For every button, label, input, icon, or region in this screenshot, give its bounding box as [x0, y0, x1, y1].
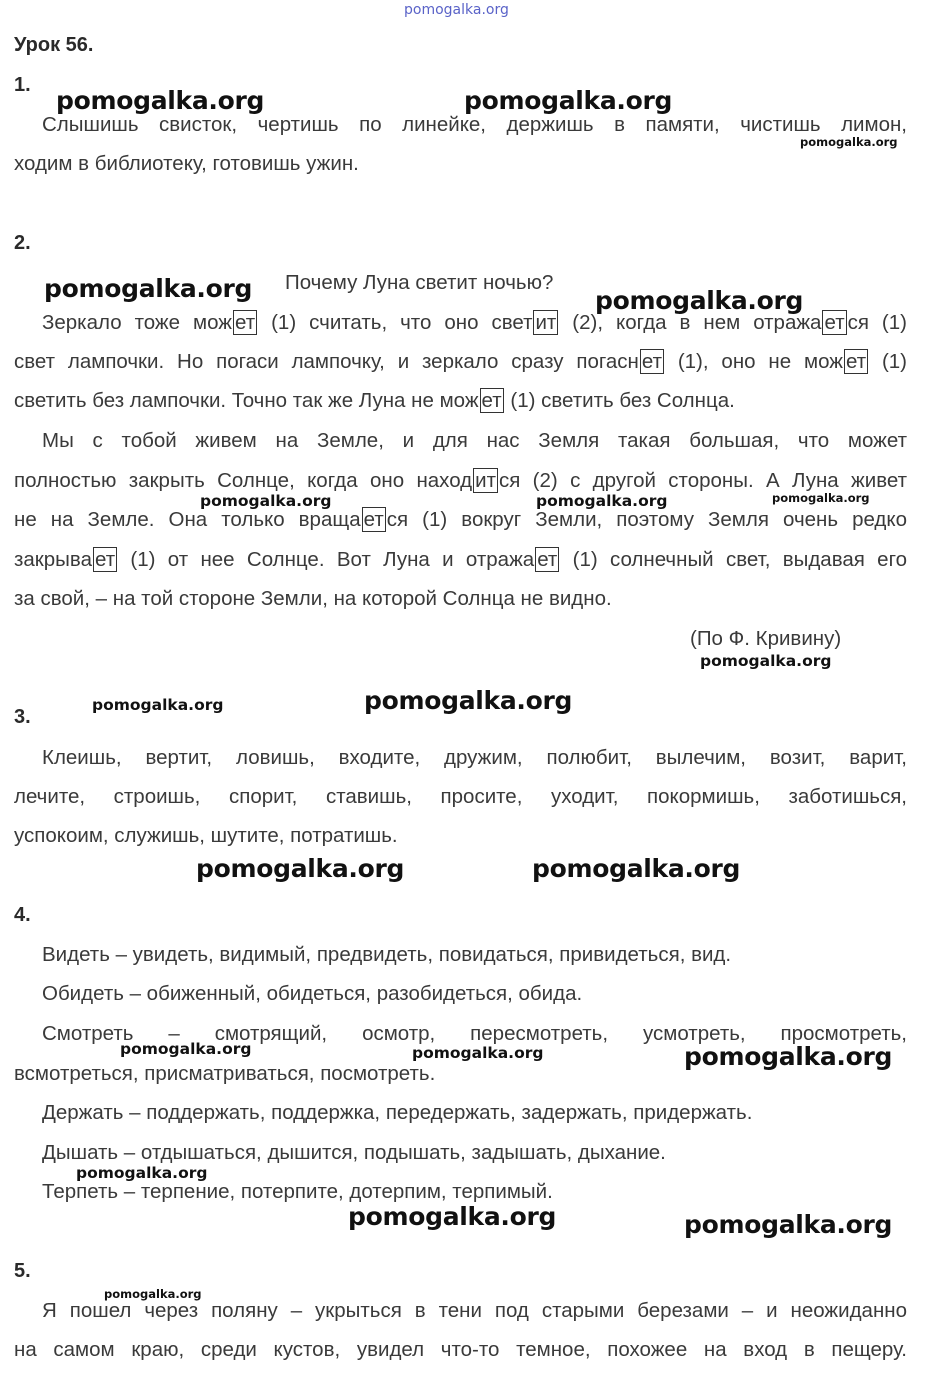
watermark: pomogalka.org [200, 492, 332, 510]
watermark: pomogalka.org [772, 491, 870, 505]
boxed-ending: ит [475, 469, 496, 492]
boxed-ending: ит [535, 311, 557, 334]
watermark: pomogalka.org [684, 1210, 893, 1239]
text-title: Почему Луна светит ночью? [285, 271, 554, 294]
exercise-4-number: 4. [14, 904, 31, 926]
boxed-ending: ет [481, 389, 502, 412]
exercise-4-line-7: Терпеть – терпение, потерпите, дотерпим, терпимый. [42, 1180, 553, 1203]
text-fragment: не на Земле. Она только враща [14, 508, 361, 531]
text-fragment: (1), оно не мож [664, 350, 843, 373]
text-fragment: (1) солнечный свет, выдавая его [560, 548, 908, 571]
exercise-2-line-3 [14, 388, 907, 414]
watermark: pomogalka.org [92, 696, 224, 714]
text-fragment: свет лампочки. Но погаси лампочку, и зеркало сразу погасн [14, 350, 639, 373]
boxed-ending: ет [94, 548, 116, 571]
watermark: pomogalka.org [120, 1040, 252, 1058]
watermark-top: pomogalka.org [404, 2, 509, 18]
exercise-3-line-2: лечите, строишь, спорит, ставишь, просите, уходит, покормишь, заботишься, [14, 785, 907, 808]
text-fragment: (1) считать, что оно свет [258, 311, 533, 334]
text-fragment: (1) [869, 350, 908, 373]
watermark: pomogalka.org [536, 492, 668, 510]
exercise-4-line-3: Смотреть – смотрящий, осмотр, пересмотреть, усмотреть, просмотреть, [42, 1022, 907, 1045]
watermark: pomogalka.org [700, 652, 832, 670]
watermark: pomogalka.org [684, 1042, 893, 1071]
exercise-4-line-4: всмотреться, присматриваться, посмотреть. [14, 1062, 436, 1085]
text-fragment: закрыва [14, 548, 92, 571]
watermark: pomogalka.org [104, 1287, 202, 1301]
text-fragment: (1) светить без Солнца. [504, 389, 735, 412]
boxed-ending: ет [234, 311, 256, 334]
watermark: pomogalka.org [56, 86, 265, 115]
exercise-3-line-1: Клеишь, вертит, ловишь, входите, дружим, полюбит, вылечим, возит, варит, [42, 746, 907, 769]
exercise-1-line-2: ходим в библиотеку, готовишь ужин. [14, 152, 359, 175]
text-fragment: полностью закрыть Солнце, когда оно наход [14, 469, 473, 492]
watermark: pomogalka.org [44, 274, 253, 303]
watermark: pomogalka.org [412, 1044, 544, 1062]
boxed-ending: ет [641, 350, 662, 373]
exercise-4-line-2: Обидеть – обиженный, обидеться, разобидеться, обида. [42, 982, 583, 1005]
exercise-2-line-4: Мы с тобой живем на Земле, и для нас Земля такая большая, что может [42, 429, 907, 452]
text-fragment: Зеркало тоже мож [42, 311, 232, 334]
watermark: pomogalka.org [464, 86, 673, 115]
boxed-ending: ет [363, 508, 384, 531]
exercise-4-line-6: Дышать – отдышаться, дышится, подышать, задышать, дыхание. [42, 1141, 666, 1164]
boxed-ending: ет [824, 311, 845, 334]
watermark: pomogalka.org [595, 286, 804, 315]
exercise-5-line-2: на самом краю, среди кустов, увидел что-то темное, похожее на вход в пещеру. [14, 1338, 907, 1361]
exercise-4-line-5: Держать – поддержать, поддержка, передержать, задержать, придержать. [42, 1101, 753, 1124]
exercise-2-line-8: за свой, – на той стороне Земли, на которой Солнца не видно. [14, 587, 612, 610]
text-fragment: ся (1) [847, 311, 907, 334]
exercise-5-number: 5. [14, 1260, 31, 1282]
boxed-ending: ет [845, 350, 867, 373]
exercise-4-line-1: Видеть – увидеть, видимый, предвидеть, повидаться, привидеться, вид. [42, 943, 732, 966]
exercise-2-number: 2. [14, 232, 31, 254]
exercise-1-line-1: Слышишь свисток, чертишь по линейке, держишь в памяти, чистишь лимон, [42, 113, 907, 136]
exercise-1-number: 1. [14, 74, 31, 96]
watermark: pomogalka.org [76, 1164, 208, 1182]
exercise-3-number: 3. [14, 706, 31, 728]
exercise-2-line-7 [14, 547, 907, 573]
watermark: pomogalka.org [364, 686, 573, 715]
text-fragment: ся (1) вокруг Земли, поэтому Земля очень редко [386, 508, 907, 531]
text-fragment: (2), когда в нем отража [559, 311, 822, 334]
text-fragment: ся (2) с другой стороны. А Луна живет [498, 469, 907, 492]
text-source: (По Ф. Кривину) [690, 627, 842, 650]
text-fragment: светить без лампочки. Точно так же Луна не мож [14, 389, 479, 412]
boxed-ending: ет [537, 548, 558, 571]
exercise-5-line-1: Я пошел через поляну – укрыться в тени под старыми березами – и неожиданно [42, 1299, 907, 1322]
exercise-2-line-2 [14, 349, 907, 375]
text-fragment: (1) от нее Солнце. Вот Луна и отража [118, 548, 535, 571]
lesson-title: Урок 56. [14, 34, 94, 56]
watermark: pomogalka.org [532, 854, 741, 883]
watermark: pomogalka.org [800, 135, 898, 149]
exercise-2-line-6 [14, 507, 907, 533]
watermark: pomogalka.org [348, 1202, 557, 1231]
exercise-3-line-3: успокоим, служишь, шутите, потратишь. [14, 824, 398, 847]
watermark: pomogalka.org [196, 854, 405, 883]
